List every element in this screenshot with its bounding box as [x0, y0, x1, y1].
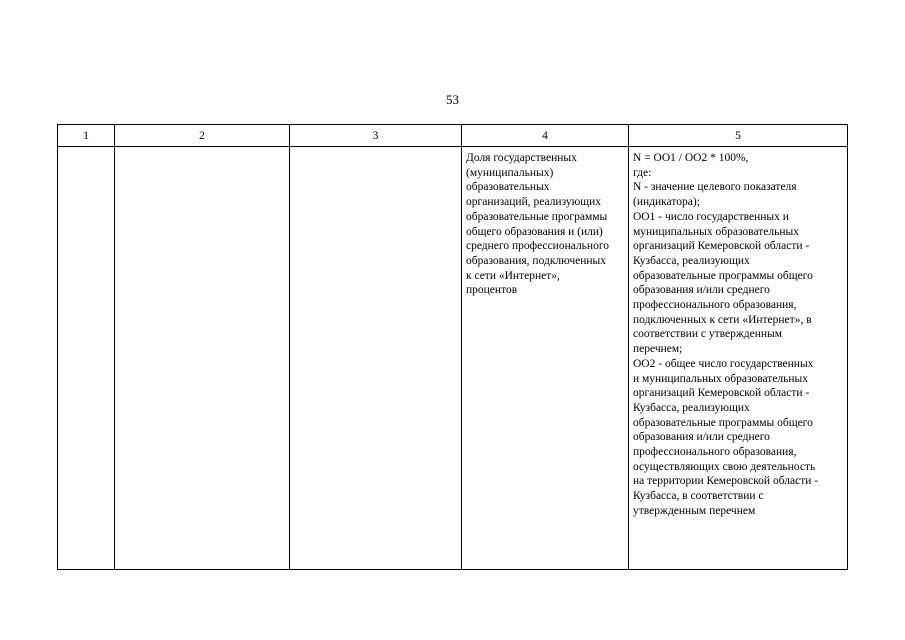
cell-col2 — [115, 147, 290, 570]
indicator-name-line: образовательных — [466, 181, 550, 194]
formula-line: Кузбасса, реализующих — [633, 401, 750, 414]
indicator-name-line: образования, подключенных — [466, 254, 606, 267]
formula-line: Кузбасса, в соответствии с — [633, 490, 764, 503]
formula-text — [629, 147, 847, 519]
cell-formula — [629, 147, 848, 570]
header-cell-4: 4 — [462, 125, 629, 147]
formula-line: N - значение целевого показателя — [633, 181, 797, 194]
formula-line: ОО1 - число государственных и — [633, 210, 789, 223]
indicator-name-line: к сети «Интернет», — [466, 269, 560, 282]
formula-line: организаций Кемеровской области - — [633, 387, 810, 400]
formula-line: перечнем; — [633, 343, 683, 356]
indicator-name-text — [462, 147, 628, 298]
formula-line: образовательные программы общего — [633, 416, 813, 429]
formula-line: Кузбасса, реализующих — [633, 254, 750, 267]
indicator-name-line: общего образования и (или) — [466, 225, 603, 238]
table-row — [58, 147, 848, 570]
formula-line: N = ОО1 / ОО2 * 100%, — [633, 152, 749, 164]
formula-line: соответствии с утвержденным — [633, 328, 783, 341]
formula-line: где: — [633, 166, 652, 179]
cell-col3 — [290, 147, 462, 570]
indicator-table — [57, 124, 848, 570]
formula-line: осуществляющих свою деятельность — [633, 460, 816, 473]
formula-line: организаций Кемеровской области - — [633, 240, 810, 253]
page-number: 53 — [446, 92, 459, 107]
indicator-name-line: процентов — [466, 284, 518, 297]
indicator-name-line: образовательные программы — [466, 210, 608, 223]
formula-line: утвержденным перечнем — [633, 504, 756, 517]
formula-line: профессионального образования, — [633, 299, 797, 312]
formula-line: подключенных к сети «Интернет», в — [633, 313, 812, 326]
header-cell-5: 5 — [629, 125, 848, 147]
indicator-name-line: Доля государственных — [466, 152, 577, 164]
table-header-row — [58, 125, 848, 147]
cell-indicator-name — [462, 147, 629, 570]
header-cell-2: 2 — [115, 125, 290, 147]
indicator-name-line: среднего профессионального — [466, 240, 610, 253]
indicator-name-line: (муниципальных) — [466, 166, 554, 179]
formula-line: и муниципальных образовательных — [633, 372, 809, 385]
cell-col1 — [58, 147, 115, 570]
header-cell-3: 3 — [290, 125, 462, 147]
formula-line: образования и/или среднего — [633, 431, 770, 444]
indicator-name-line: организаций, реализующих — [466, 196, 601, 209]
formula-line: (индикатора); — [633, 196, 700, 209]
formula-line: профессионального образования, — [633, 446, 797, 459]
header-cell-1: 1 — [58, 125, 115, 147]
formula-line: муниципальных образовательных — [633, 225, 800, 238]
formula-line: образования и/или среднего — [633, 284, 770, 297]
formula-line: ОО2 - общее число государственных — [633, 357, 814, 370]
formula-line: на территории Кемеровской области - — [633, 475, 819, 488]
formula-line: образовательные программы общего — [633, 269, 813, 282]
